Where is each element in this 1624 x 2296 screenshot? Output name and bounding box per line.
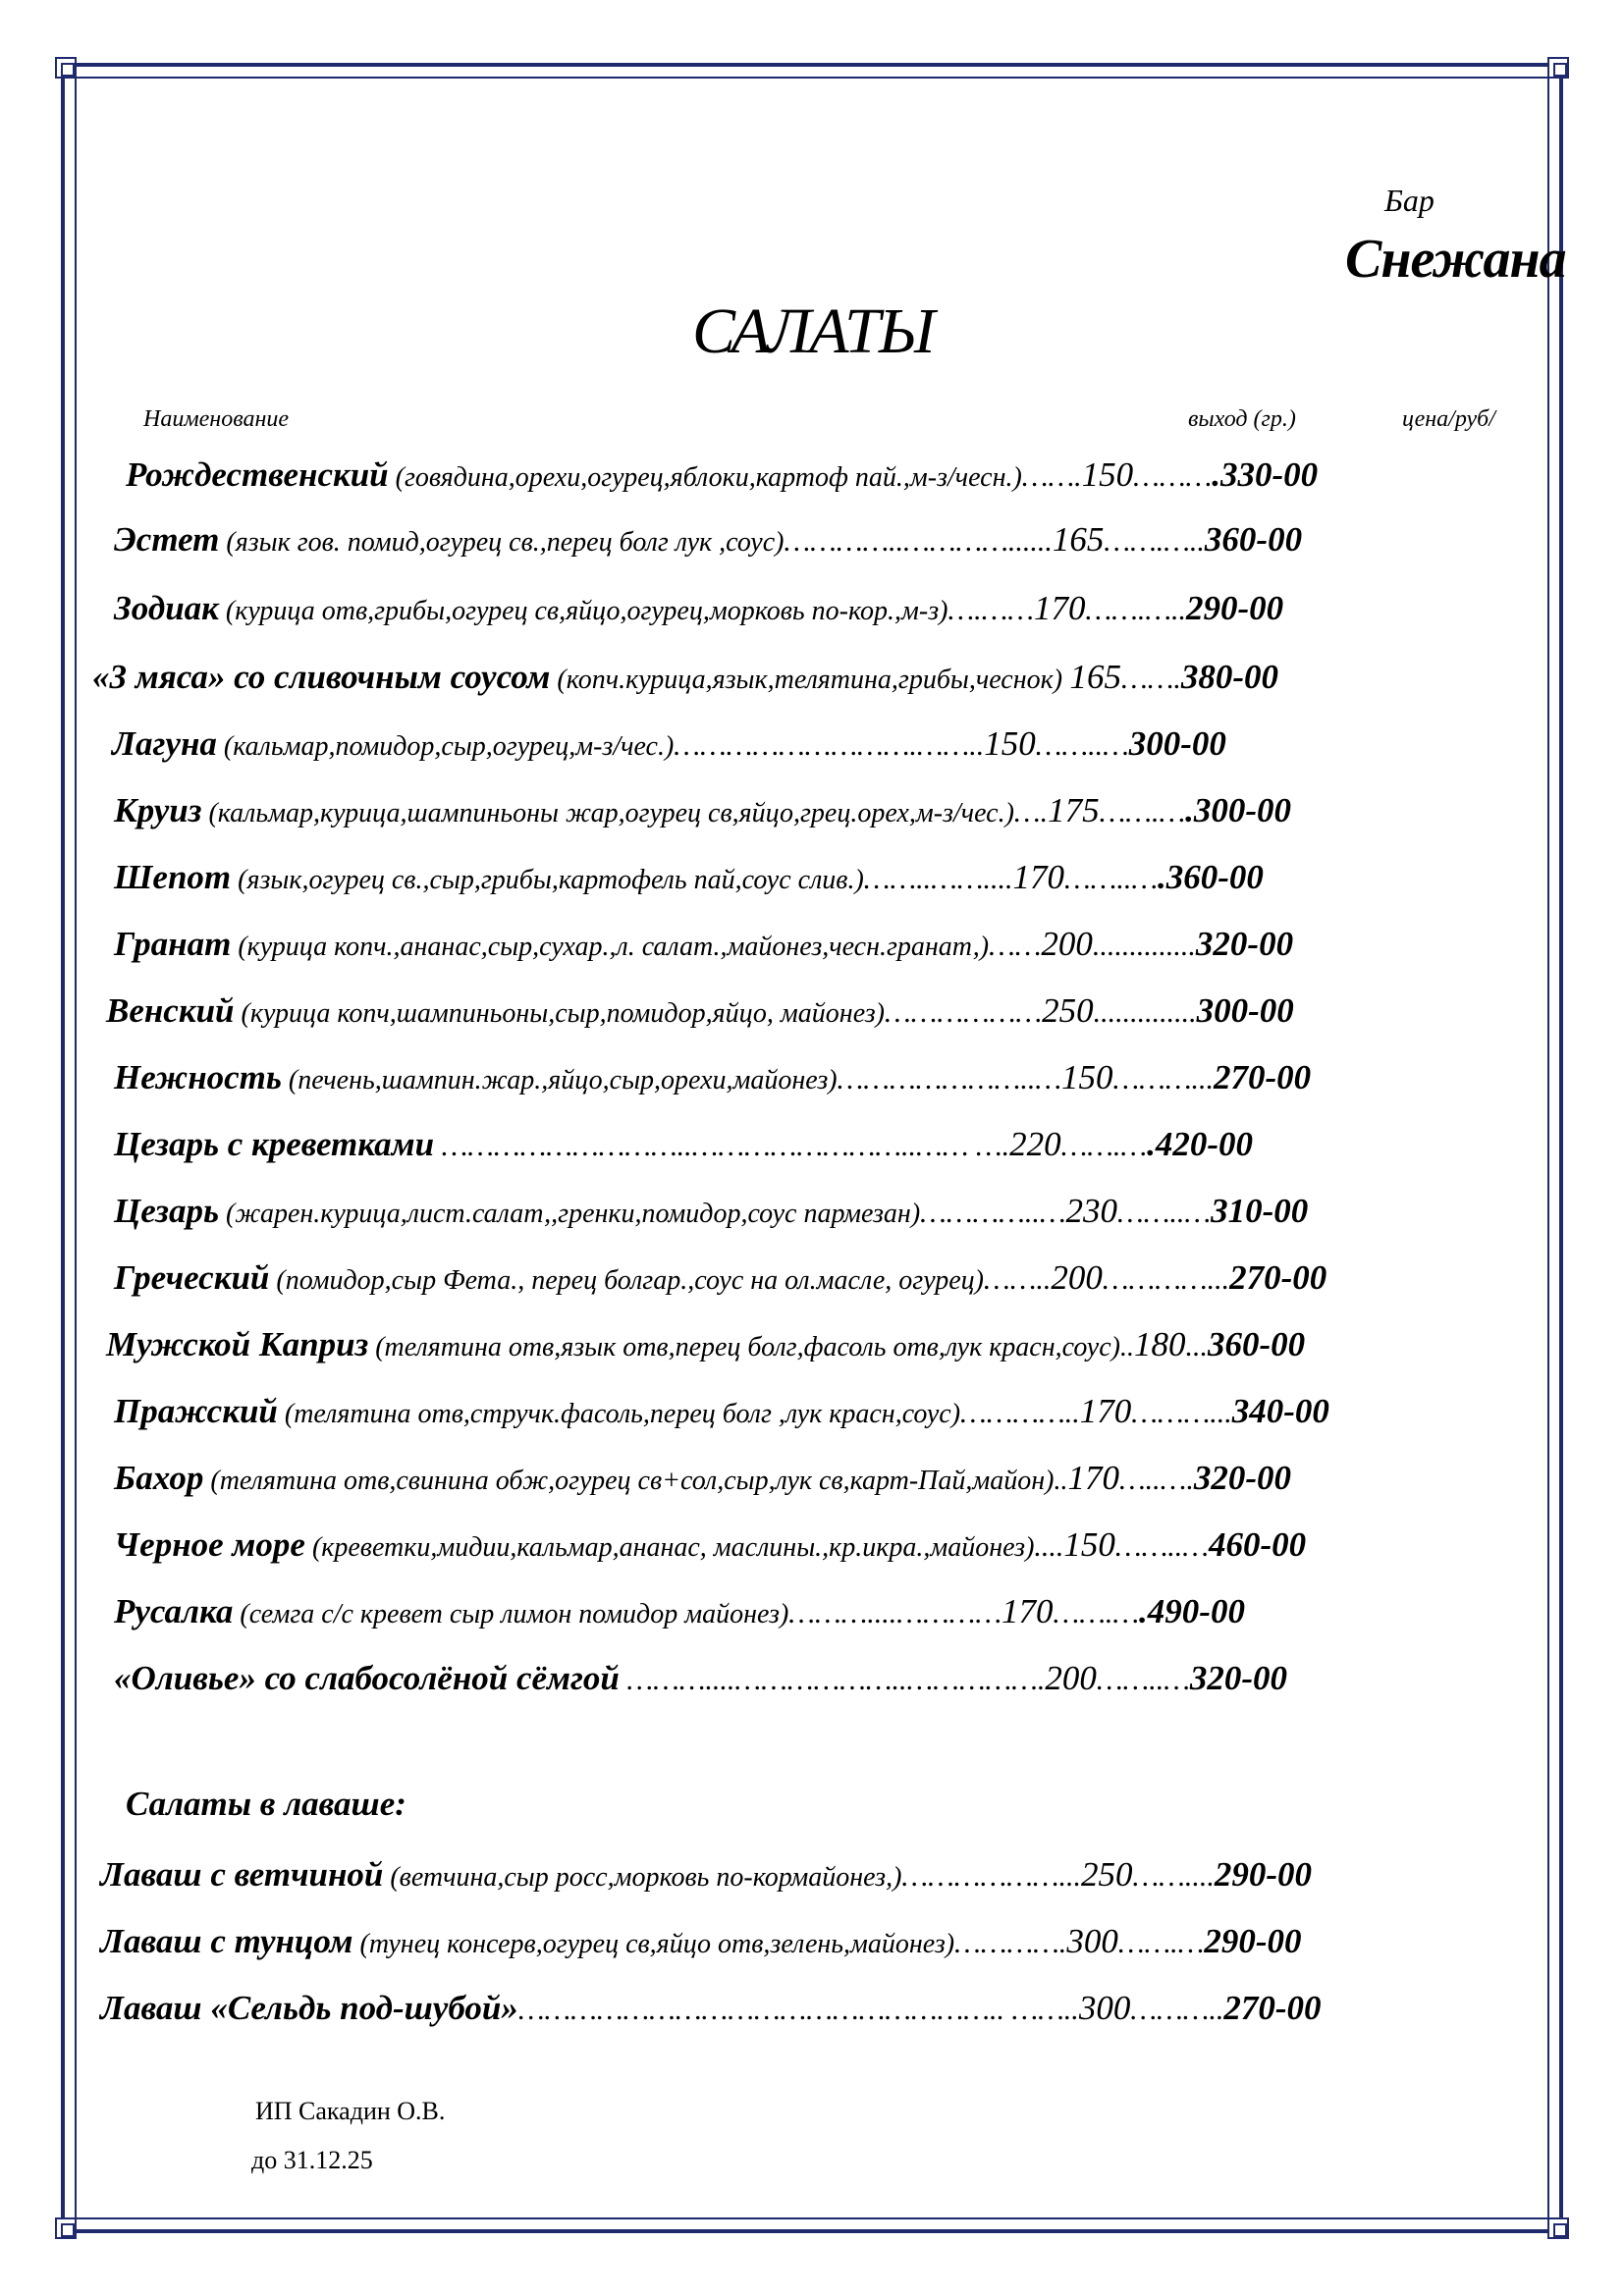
- item-leader: …….…..: [1104, 525, 1205, 558]
- item-weight: 170: [1001, 1592, 1054, 1630]
- frame-corner-top-right: [1547, 57, 1569, 79]
- item-leader: …….…: [1053, 1597, 1140, 1629]
- item-weight: 230: [1065, 1192, 1118, 1230]
- item-description: (кальмар,помидор,сыр,огурец,м-з/чес.): [216, 731, 675, 762]
- menu-row: [114, 1525, 1306, 1568]
- item-name: Зодиак: [114, 589, 219, 627]
- item-leader: ……..…: [1035, 729, 1129, 762]
- item-leader: [1062, 663, 1070, 695]
- item-weight: 170: [1033, 589, 1086, 627]
- menu-row: [100, 1922, 1302, 1964]
- item-price: .300-00: [1185, 791, 1292, 829]
- menu-row: [112, 724, 1226, 767]
- item-leader: …………..: [960, 1397, 1080, 1429]
- menu-row: [100, 1989, 1322, 2031]
- item-description: (кальмар,курица,шампиньоны жар,огурец св,яйцо,грец.орех,м-з/чес.): [201, 798, 1014, 828]
- item-name: Цезарь: [114, 1192, 219, 1230]
- item-name: Цезарь с креветками: [114, 1125, 435, 1163]
- item-leader: ……..…: [1063, 863, 1159, 895]
- item-name: Пражский: [114, 1392, 278, 1430]
- item-weight: 150: [1081, 455, 1134, 494]
- item-leader: ……..…: [1117, 1197, 1212, 1229]
- item-name: Венский: [106, 991, 235, 1030]
- item-name: Лаваш с ветчиной: [100, 1855, 384, 1894]
- item-description: (язык,огурец св.,сыр,грибы,картофель пай,соус слив.): [231, 865, 864, 895]
- item-price: 360-00: [1207, 1325, 1306, 1363]
- item-name: Рождественский: [126, 455, 389, 494]
- item-price: .360-00: [1158, 858, 1264, 896]
- item-leader: ……: [989, 930, 1042, 962]
- item-price: .420-00: [1147, 1125, 1254, 1163]
- item-description: (говядина,орехи,огурец,яблоки,картоф пай.,м-з/чесн.): [388, 462, 1022, 493]
- item-name: Шепот: [114, 858, 232, 896]
- menu-row: [114, 1258, 1326, 1301]
- item-leader: ………………: [885, 996, 1043, 1029]
- menu-row: [114, 1459, 1291, 1501]
- item-price: 320-00: [1193, 1459, 1291, 1497]
- item-weight: 220: [1009, 1125, 1061, 1163]
- item-price: 380-00: [1180, 658, 1279, 696]
- item-price: 290-00: [1186, 589, 1284, 627]
- item-leader: ….: [1013, 796, 1049, 828]
- item-description: (курица копч,шампиньоны,сыр,помидор,яйцо, майонез): [234, 998, 885, 1029]
- item-description: (тунец консерв,огурец св,яйцо отв,зелень,майонез): [352, 1929, 955, 1959]
- item-leader: ……..…: [1096, 1664, 1190, 1696]
- item-description: (креветки,мидии,кальмар,ананас, маслины.,кр.икра.,майонез): [304, 1532, 1035, 1563]
- bar-name: Снежана: [1345, 229, 1566, 290]
- item-name: Нежность: [114, 1058, 282, 1096]
- item-leader: ……..……....: [863, 863, 1013, 895]
- item-name: Черное море: [114, 1525, 305, 1564]
- item-name: Лаваш с тунцом: [100, 1922, 353, 1960]
- item-description: (курица копч.,ананас,сыр,сухар.,л. салат.,майонез,чесн.гранат,): [231, 932, 990, 962]
- item-name: Круиз: [114, 791, 202, 829]
- item-price: 460-00: [1208, 1525, 1307, 1564]
- item-leader: …………..…: [920, 1197, 1066, 1229]
- item-price: 270-00: [1229, 1258, 1327, 1297]
- item-leader: ………………………..……………………..…… ….: [434, 1130, 1010, 1162]
- item-price: 360-00: [1204, 520, 1303, 559]
- item-description: (жарен.курица,лист.салат,,гренки,помидор,соус пармезан): [218, 1199, 921, 1229]
- menu-row: [106, 1325, 1305, 1367]
- menu-row: [114, 1659, 1287, 1701]
- item-leader: ………………...: [901, 1860, 1081, 1893]
- item-name: мяса» со сливочным соусом: [127, 658, 551, 696]
- item-leader: ….……: [947, 594, 1034, 626]
- item-price: 310-00: [1211, 1192, 1309, 1230]
- item-leader: …….: [1121, 663, 1181, 695]
- item-description: (копч.курица,язык,телятина,грибы,чеснок): [550, 665, 1063, 695]
- item-price: 270-00: [1214, 1058, 1312, 1096]
- item-leader: ………....………………..…………….: [619, 1664, 1046, 1696]
- item-name-prefix: «: [92, 658, 110, 696]
- column-header-price: цена/руб/: [1402, 406, 1495, 432]
- item-description: (печень,шампин.жар.,яйцо,сыр,орехи,майонез): [281, 1065, 838, 1095]
- item-weight: 165: [1052, 520, 1105, 559]
- item-leader: …………..…………......: [784, 525, 1053, 558]
- item-name: Лагуна: [112, 724, 217, 763]
- item-price: 290-00: [1214, 1855, 1312, 1894]
- section-title-lavash: Салаты в лаваше:: [126, 1785, 406, 1823]
- item-price: .490-00: [1139, 1592, 1245, 1630]
- page-title: САЛАТЫ: [692, 295, 934, 367]
- item-description: (помидор,сыр Фета., перец болгар.,соус на ол.масле, огурец): [269, 1265, 985, 1296]
- item-weight: 170: [1079, 1392, 1132, 1430]
- item-leader: ………….: [954, 1927, 1067, 1959]
- item-description: (семга с/с кревет сыр лимон помидор майонез): [233, 1599, 789, 1629]
- item-weight: 150: [1063, 1525, 1115, 1564]
- menu-row: [114, 1192, 1308, 1234]
- item-name: Русалка: [114, 1592, 234, 1630]
- item-weight: 300: [1078, 1989, 1131, 2027]
- item-price: .330-00: [1212, 455, 1319, 494]
- item-weight: 150: [1061, 1058, 1113, 1096]
- menu-row: [114, 520, 1302, 562]
- item-leader: ..............: [1092, 930, 1196, 962]
- menu-row: [126, 455, 1318, 498]
- item-description: (телятина отв,стручк.фасоль,перец болг ,лук красн,соус): [277, 1399, 961, 1429]
- bar-label: Бар: [1384, 183, 1435, 218]
- item-weight: 165: [1069, 658, 1122, 696]
- footer-owner: ИП Сакадин О.В.: [255, 2097, 446, 2125]
- item-leader: ………..: [1130, 1994, 1224, 2026]
- item-weight: 150: [984, 724, 1036, 763]
- item-leader: …….…..: [1085, 594, 1187, 626]
- item-leader: …….…: [1099, 796, 1186, 828]
- frame-corner-bottom-left: [55, 2217, 77, 2239]
- item-price: 300-00: [1196, 991, 1294, 1030]
- item-description: (язык гов. помид,огурец св.,перец болг лук ,соус): [219, 527, 785, 558]
- menu-row: [114, 925, 1293, 967]
- menu-row: [106, 991, 1294, 1034]
- item-leader: ……………………………………………….. ……..: [517, 1994, 1079, 2026]
- item-name: Лаваш «Сельдь под-шубой»: [100, 1989, 518, 2027]
- item-weight: 250: [1080, 1855, 1133, 1894]
- item-description: (телятина отв,свинина обж,огурец св+сол,сыр,лук св,карт-Пай,майон)..: [203, 1466, 1068, 1496]
- menu-row: [114, 1058, 1311, 1100]
- menu-row: [114, 1125, 1253, 1167]
- item-description: (ветчина,сыр росс,морковь по-кормайонез,): [383, 1862, 902, 1893]
- item-leader: ……..: [984, 1263, 1052, 1296]
- item-leader: …..….: [1118, 1464, 1194, 1496]
- item-weight: 250: [1042, 991, 1094, 1030]
- item-leader: ...: [1185, 1330, 1208, 1362]
- frame-corner-top-left: [55, 57, 77, 79]
- item-description: (курица отв,грибы,огурец св,яйцо,огурец,морковь по-кор.,м-з): [218, 596, 948, 626]
- item-weight: 200: [1045, 1659, 1097, 1697]
- item-weight: 175: [1048, 791, 1100, 829]
- item-price: 340-00: [1231, 1392, 1329, 1430]
- item-leader: ……....: [1132, 1860, 1215, 1893]
- menu-row: [114, 1392, 1329, 1434]
- menu-row: [114, 791, 1291, 833]
- item-leader: ………: [1133, 460, 1213, 493]
- column-header-name: Наименование: [143, 406, 290, 432]
- menu-row: [114, 589, 1283, 631]
- item-price: 320-00: [1189, 1659, 1288, 1697]
- item-leader: ……………………….……..: [674, 729, 985, 762]
- item-name: Греческий: [114, 1258, 270, 1297]
- item-leader: …………………..…: [837, 1063, 1061, 1095]
- item-leader: ………...: [1112, 1063, 1215, 1095]
- item-weight: 170: [1012, 858, 1064, 896]
- item-description: (телятина отв,язык отв,перец болг,фасоль отв,лук красн,соус)..: [368, 1332, 1134, 1362]
- item-weight: 180: [1133, 1325, 1186, 1363]
- item-leader: ....: [1034, 1530, 1064, 1563]
- item-price: 320-00: [1195, 925, 1294, 963]
- frame-corner-bottom-right: [1547, 2217, 1569, 2239]
- item-name: Мужской Каприз: [106, 1325, 369, 1363]
- item-price: 290-00: [1204, 1922, 1302, 1960]
- item-name: «Оливье» со слабосолёной сёмгой: [114, 1659, 620, 1697]
- item-leader: ………....…………: [788, 1597, 1002, 1629]
- footer-valid-until: до 31.12.25: [251, 2146, 373, 2174]
- item-price: 270-00: [1223, 1989, 1322, 2027]
- item-leader: …….…: [1060, 1130, 1148, 1162]
- item-leader: ……..…: [1114, 1530, 1209, 1563]
- item-name-number: 3: [109, 658, 127, 696]
- item-name: Эстет: [114, 520, 220, 559]
- item-leader: ..............: [1093, 996, 1197, 1029]
- item-name: Гранат: [114, 925, 232, 963]
- item-weight: 170: [1067, 1459, 1119, 1497]
- item-leader: ………...: [1131, 1397, 1232, 1429]
- item-name: Бахор: [114, 1459, 204, 1497]
- item-weight: 200: [1041, 925, 1093, 963]
- menu-row: [100, 1855, 1312, 1897]
- item-weight: 300: [1066, 1922, 1118, 1960]
- item-leader: …….: [1021, 460, 1082, 493]
- menu-row: [114, 858, 1264, 900]
- menu-row: [114, 1592, 1245, 1634]
- item-weight: 200: [1051, 1258, 1103, 1297]
- item-leader: …….…: [1117, 1927, 1205, 1959]
- column-header-weight: выход (гр.): [1188, 406, 1296, 432]
- menu-row: [92, 658, 1278, 700]
- item-price: 300-00: [1128, 724, 1226, 763]
- item-leader: …………...: [1102, 1263, 1230, 1296]
